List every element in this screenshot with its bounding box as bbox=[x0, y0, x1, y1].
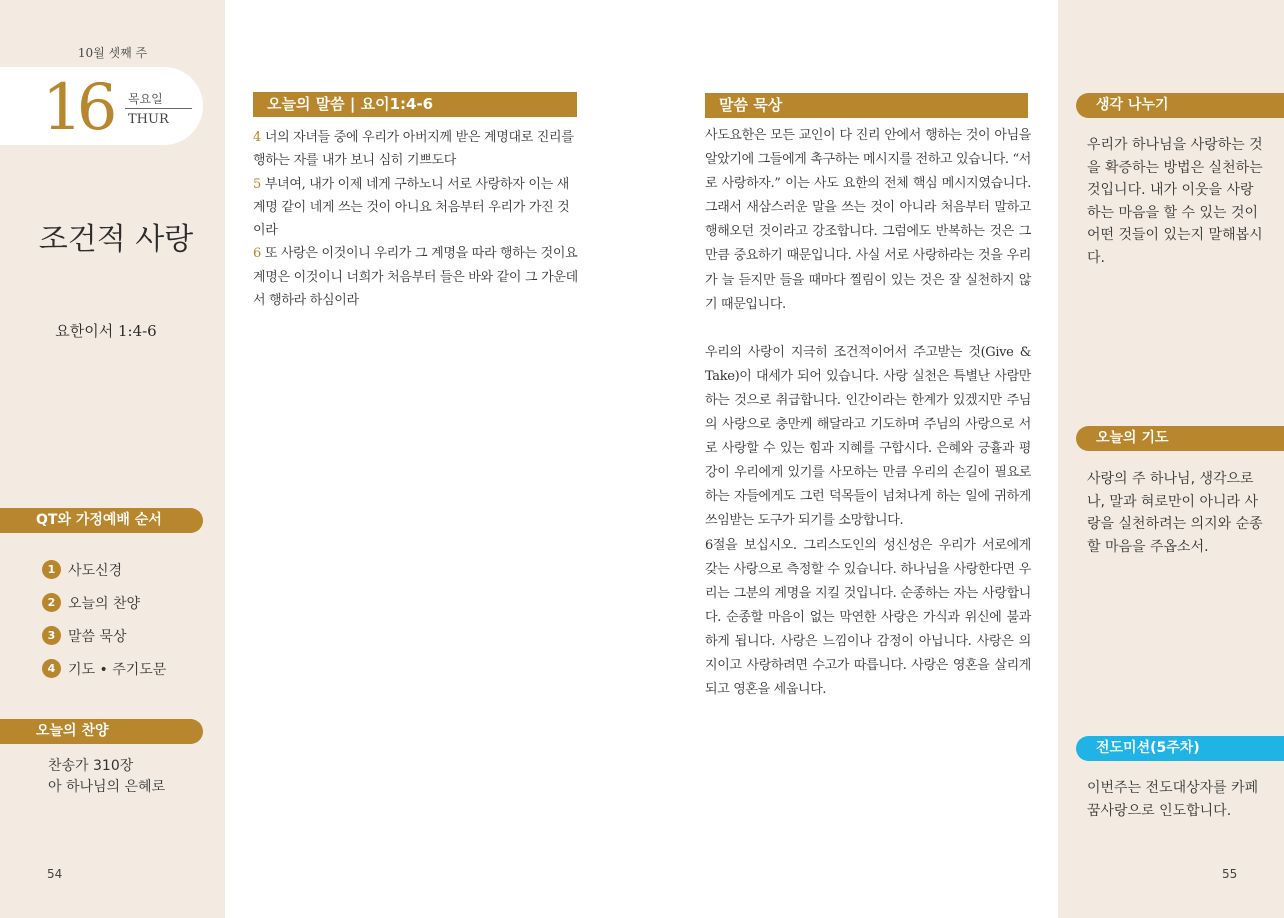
scripture-text bbox=[253, 126, 579, 312]
verse-text: 부녀여, 내가 이제 네게 구하노니 서로 사랑하자 이는 새 계명 같이 네게 쓰는 것이 아니요 처음부터 우리가 가진 것이라 bbox=[253, 176, 570, 239]
hymn-heading: 오늘의 찬양 bbox=[0, 719, 203, 744]
number-badge: 1 bbox=[42, 560, 61, 579]
prayer-text: 사랑의 주 하나님, 생각으로나, 말과 혀로만이 아니라 사랑을 실천하려는 의지와 순종할 마음을 주옵소서. bbox=[1087, 471, 1263, 555]
hymn-name: 아 하나님의 은혜로 bbox=[48, 779, 166, 795]
weekday-divider bbox=[125, 108, 192, 109]
verse-text: 너의 자녀들 중에 우리가 아버지께 받은 계명대로 진리를 행하는 자를 내가 보니 심히 기쁘도다 bbox=[253, 130, 574, 169]
number-badge: 2 bbox=[42, 593, 61, 612]
order-item-label: 기도 • 주기도문 bbox=[68, 661, 167, 678]
meditation-body bbox=[705, 124, 1031, 702]
weekday-english: THUR bbox=[128, 112, 169, 127]
day-number: 16 bbox=[42, 71, 112, 145]
page-title: 조건적 사랑 bbox=[38, 222, 194, 257]
verse-text: 또 사랑은 이것이니 우리가 그 계명을 따라 행하는 것이요 계명은 이것이니 너희가 처음부터 들은 바와 같이 그 가운데서 행하라 하심이라 bbox=[253, 246, 578, 309]
hymn-info bbox=[48, 756, 165, 798]
order-item-label: 말씀 묵상 bbox=[68, 628, 127, 645]
meditation-heading: 말씀 묵상 bbox=[705, 93, 1028, 118]
order-heading: QT와 가정예배 순서 bbox=[0, 508, 203, 533]
word-heading: 오늘의 말씀 | 요이1:4-6 bbox=[253, 92, 577, 117]
meditation-paragraph: 사도요한은 모든 교인이 다 진리 안에서 행하는 것이 아님을 알았기에 그들에게 촉구하는 메시지를 전하고 있습니다. “서로 사랑하자.” 이는 사도 요한의 전체 핵심 메시지였습니다. 그래서 새삼스러운 말을 쓰는 것이 아니라 처음부터 말하고 행해오던 것이라고 강조합니다. 그럼에도 반복하는 것은 그만큼 중요하기 때문입니다. 사실 서로 사랑하라는 것을 우리가 늘 듣지만 들을 때마다 찔림이 있는 것은 잘 실천하지 않기 때문입니다. bbox=[705, 128, 1031, 312]
order-item-label: 오늘의 찬양 bbox=[68, 595, 141, 612]
meditation-paragraph: 우리의 사랑이 지극히 조건적이어서 주고받는 것(Give & Take)이 대세가 되어 있습니다. 사랑 실천은 특별난 사람만 하는 것으로 취급합니다. 인간이라는 한계가 있겠지만 주님의 사랑으로 충만케 해달라고 기도하며 주님의 사랑으로 서로 사랑할 수 있는 힘과 지혜를 구합시다. 은혜와 긍휼과 평강이 우리에게 있기를 사모하는 만큼 우리의 손길이 필요로 하는 자들에게도 그런 덕목들이 넘쳐나게 하는 일에 귀하게 쓰임받는 도구가 되기를 소망합니다. bbox=[705, 344, 1031, 529]
order-item bbox=[42, 619, 166, 652]
number-badge: 3 bbox=[42, 626, 61, 645]
order-item bbox=[42, 586, 166, 619]
order-item-label: 사도신경 bbox=[68, 562, 123, 579]
meditation-paragraph: 6절을 보십시오. 그리스도인의 성신성은 우리가 서로에게 갖는 사랑으로 측정할 수 있습니다. 하나님을 사랑한다면 우리는 그분의 계명을 지킬 것입니다. 순종하는 자는 사랑합니다. 순종할 마음이 없는 막연한 사랑은 가식과 위신에 불과하게 됩니다. 사랑은 느낌이나 감정이 아닙니다. 사랑은 의지이고 사랑하려면 수고가 따릅니다. 사랑은 영혼을 살리게 되고 영혼을 세웁니다. bbox=[705, 537, 1031, 698]
prayer-heading: 오늘의 기도 bbox=[1076, 426, 1284, 451]
order-list bbox=[42, 553, 166, 685]
verse-number: 5 bbox=[253, 176, 261, 192]
page-number-left: 54 bbox=[47, 867, 63, 881]
page-number-right: 55 bbox=[1222, 867, 1238, 881]
week-label: 10월 셋째 주 bbox=[77, 46, 148, 60]
mission-text: 이번주는 전도대상자를 카페꿈사랑으로 인도합니다. bbox=[1087, 780, 1259, 819]
share-heading: 생각 나누기 bbox=[1076, 93, 1284, 118]
scripture-reference: 요한이서 1:4-6 bbox=[55, 322, 157, 340]
order-item bbox=[42, 553, 166, 586]
hymn-number: 찬송가 310장 bbox=[48, 758, 134, 774]
mission-heading: 전도미션(5주차) bbox=[1076, 736, 1284, 761]
order-item bbox=[42, 652, 166, 685]
weekday-korean: 목요일 bbox=[128, 92, 163, 106]
verse-number: 4 bbox=[253, 130, 261, 145]
verse-number: 6 bbox=[253, 246, 261, 262]
share-text: 우리가 하나님을 사랑하는 것을 확증하는 방법은 실천하는 것입니다. 내가 이웃을 사랑하는 마음을 할 수 있는 것이 어떤 것들이 있는지 말해봅시다. bbox=[1087, 137, 1263, 266]
number-badge: 4 bbox=[42, 659, 61, 678]
